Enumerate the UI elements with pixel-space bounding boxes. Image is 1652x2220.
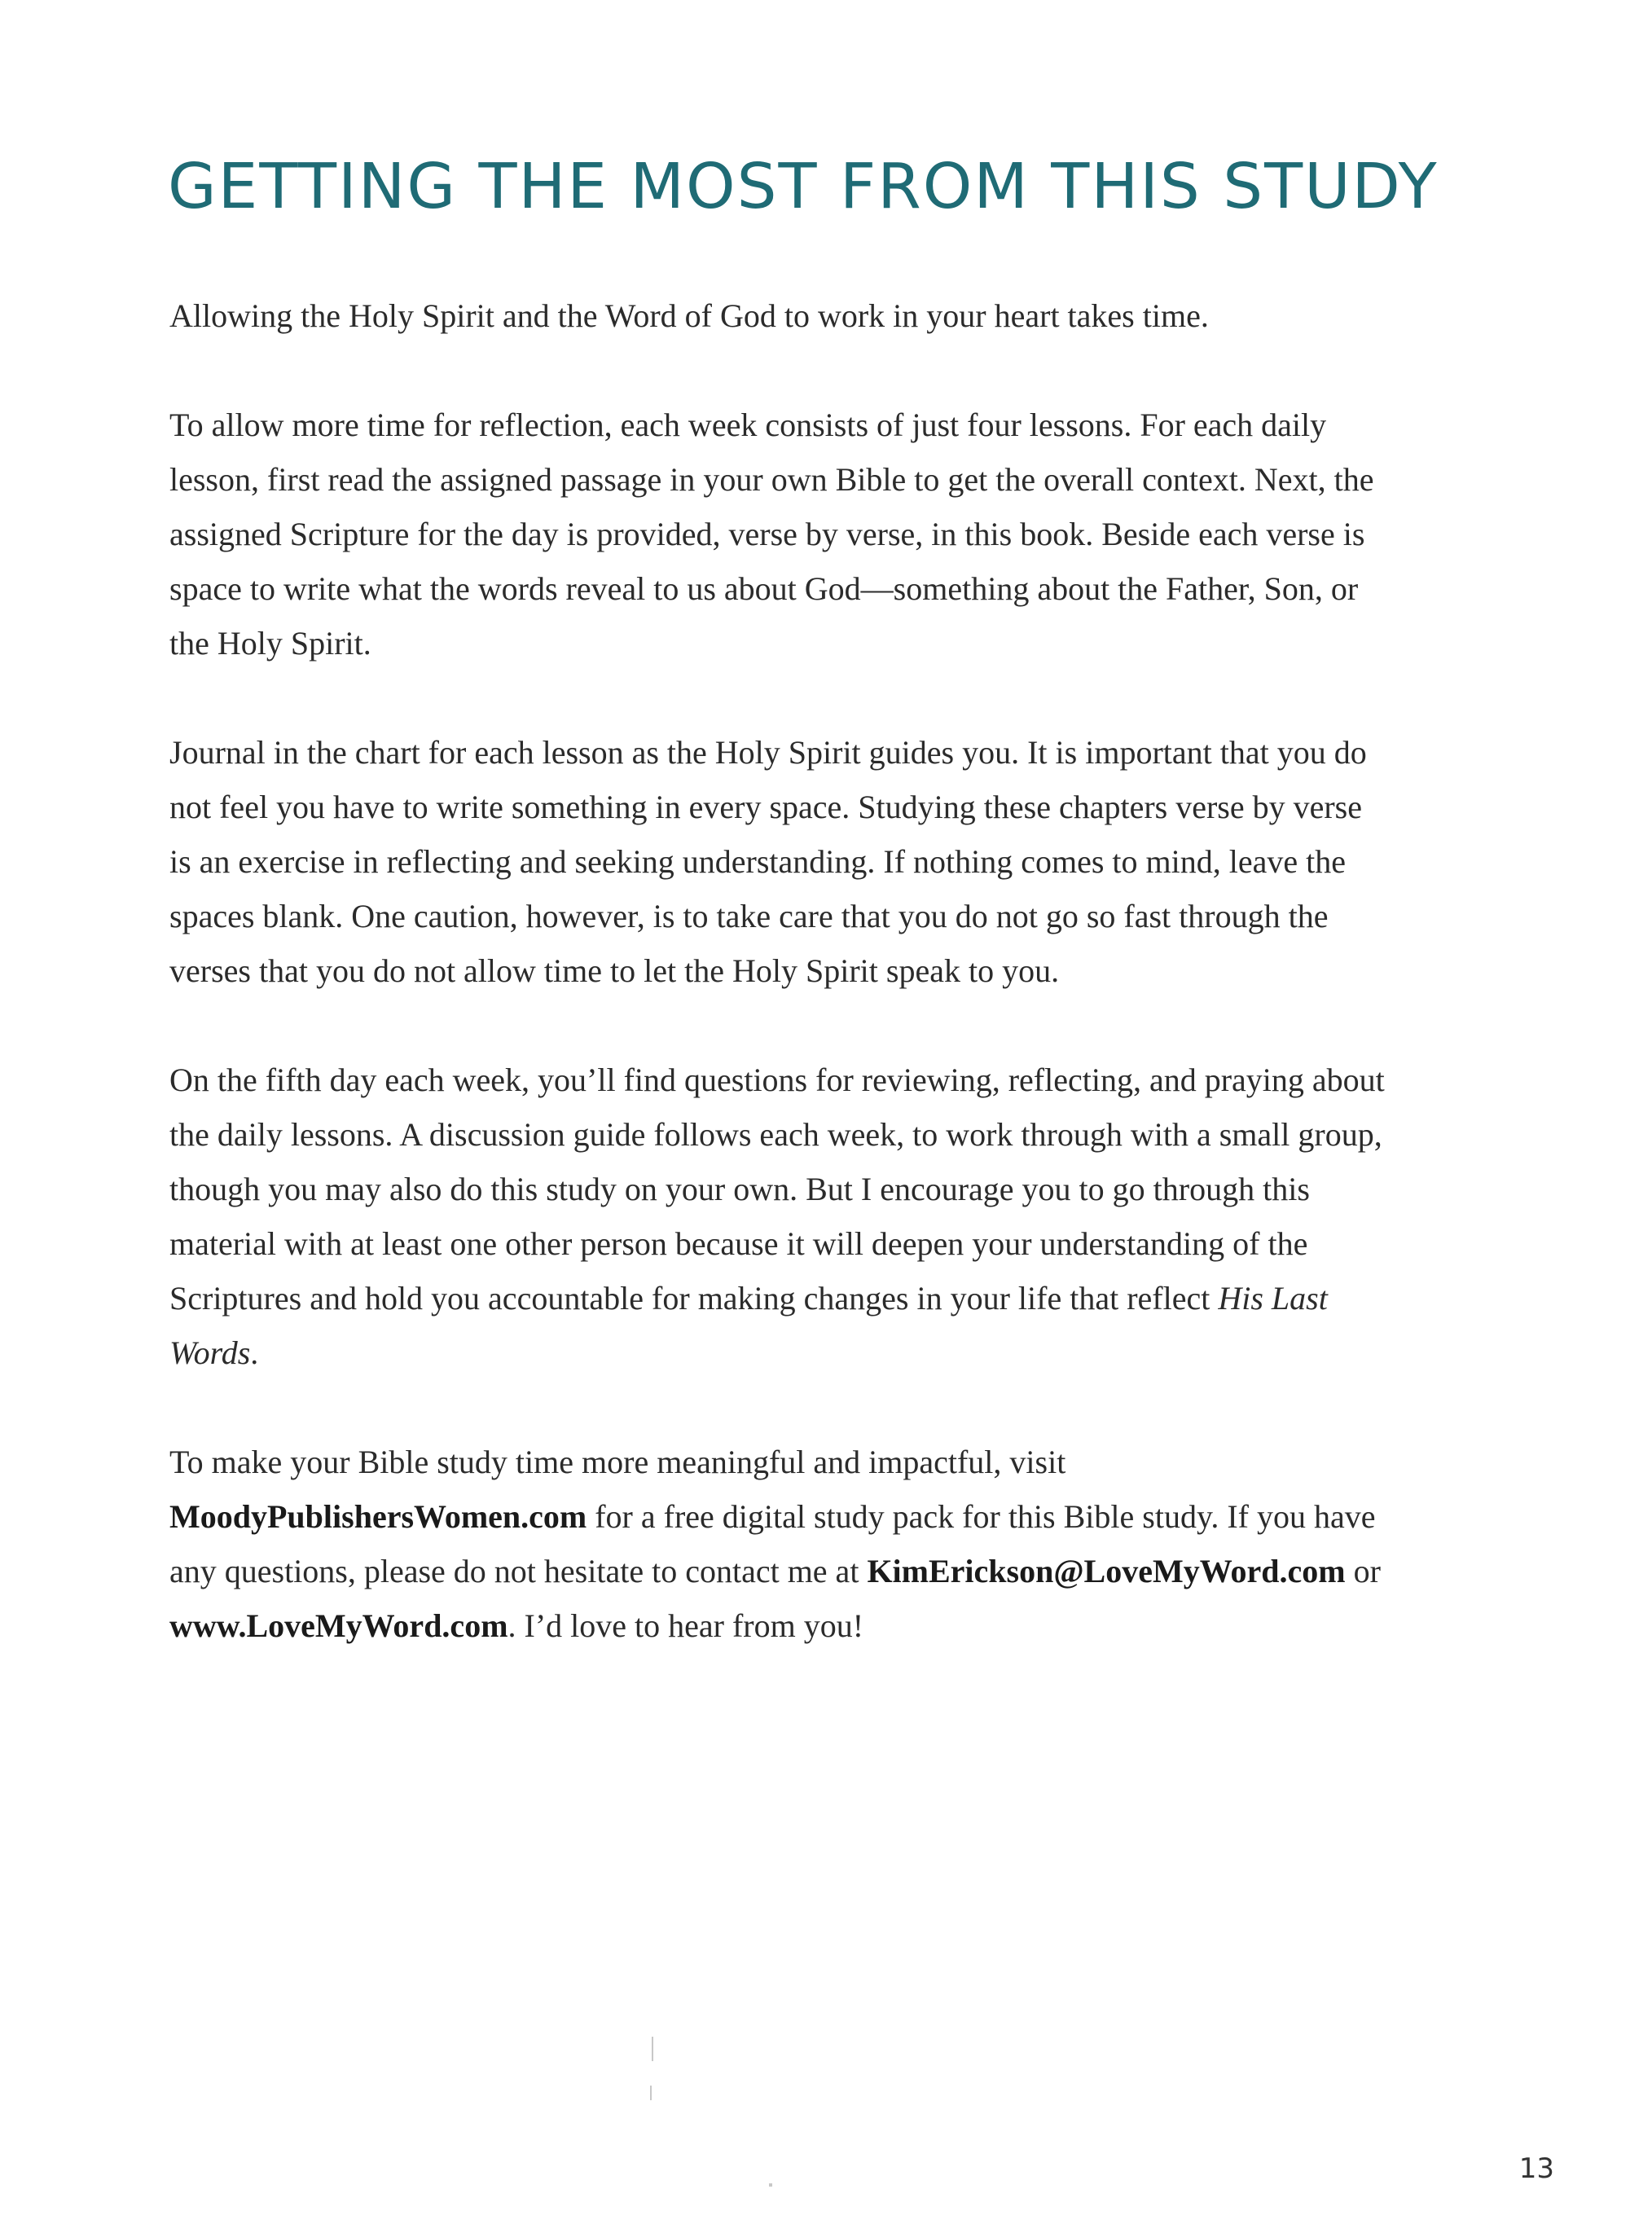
website-link-lovemyword[interactable]: www.LoveMyWord.com	[169, 1607, 508, 1644]
paragraph-contact-mid1: for a free digital study pack for this Bible study. If you have any questions, please do not hesitate to contact me at	[169, 1498, 1376, 1589]
email-link[interactable]: KimErickson@LoveMyWord.com	[867, 1553, 1346, 1589]
paragraph-contact-intro: To make your Bible study time more meaningful and impactful, visit	[169, 1444, 1066, 1480]
scan-speck	[769, 2183, 772, 2187]
book-title: His Last Words	[169, 1280, 1328, 1371]
paragraph-contact-mid2: or	[1345, 1553, 1381, 1589]
paragraph-fifth-day	[169, 1053, 1391, 1380]
scan-speck	[650, 2086, 652, 2100]
paragraph-fifth-day-end: .	[250, 1334, 259, 1371]
website-link-moody[interactable]: MoodyPublishersWomen.com	[169, 1498, 587, 1535]
scan-speck	[652, 2037, 653, 2061]
body-text	[169, 288, 1391, 1708]
paragraph-contact-end: . I’d love to hear from you!	[507, 1607, 864, 1644]
page-number: 13	[1518, 2152, 1554, 2185]
paragraph-intro: Allowing the Holy Spirit and the Word of God to work in your heart takes time.	[169, 297, 1209, 334]
paragraph-journal: Journal in the chart for each lesson as the Holy Spirit guides you. It is important that you do not feel you have to write something in every space. Studying these chapters verse by verse is an exercise in reflecting and seeking understanding. If nothing comes to mind, leave the spaces blank. One caution, however, is to take care that you do not go so fast through the verses that you do not allow time to let the Holy Spirit speak to you.	[169, 734, 1367, 989]
page-title: GETTING THE MOST FROM THIS STUDY	[168, 151, 1439, 223]
paragraph-fifth-day-text: On the fifth day each week, you’ll find questions for reviewing, reflecting, and praying about the daily lessons. A discussion guide follows each week, to work through with a small group, though you may also do this study on your own. But I encourage you to go through this material with at least one other person because it will deepen your understanding of the Scriptures and hold you accountable for making changes in your life that reflect	[169, 1062, 1385, 1317]
paragraph-contact	[169, 1435, 1391, 1653]
paragraph-lessons: To allow more time for reflection, each week consists of just four lessons. For each daily lesson, first read the assigned passage in your own Bible to get the overall context. Next, the assigned Scripture for the day is provided, verse by verse, in this book. Beside each verse is space to write what the words reveal to us about God—something about the Father, Son, or the Holy Spirit.	[169, 407, 1374, 662]
